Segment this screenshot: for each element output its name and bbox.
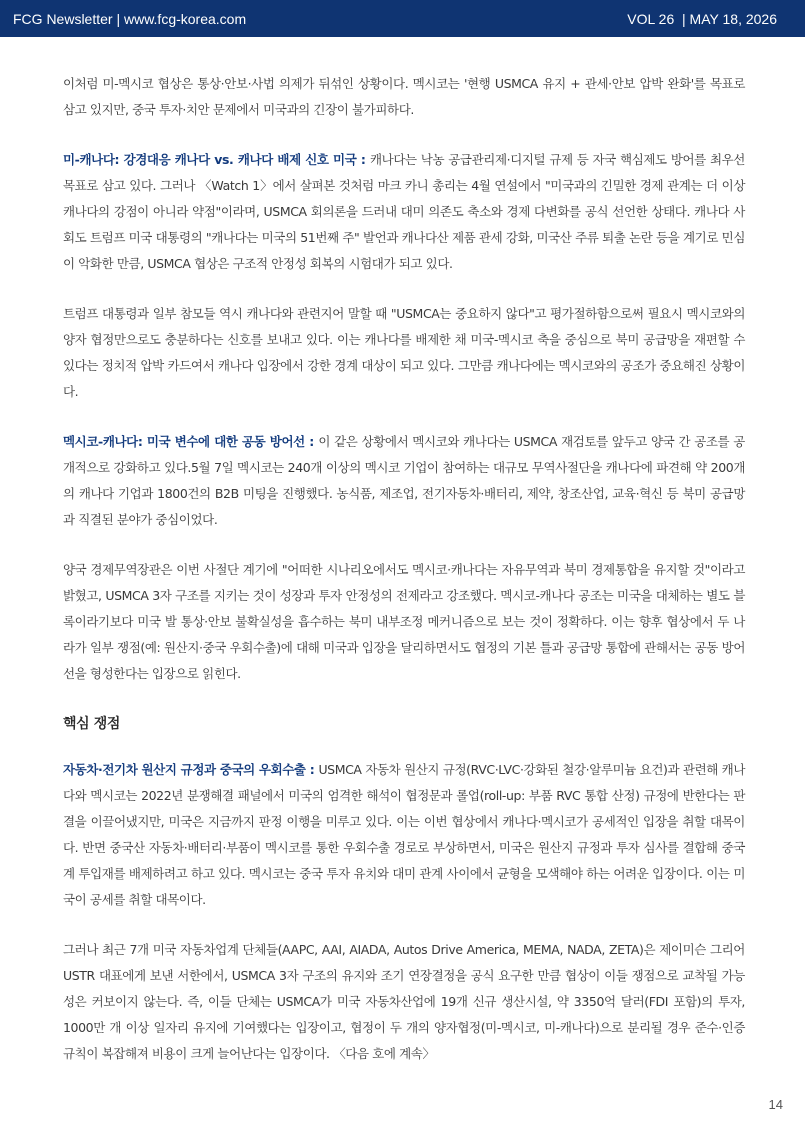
paragraph-text: USMCA 자동차 원산지 규정(RVC·LVC·강화된 철강·알루미늄 요건)과 관련해 캐나다와 멕시코는 2022년 분쟁해결 패널에서 미국의 엄격한 해석이 협정문과 롤업(roll-up: 부품 RVC 통합 산정) 규정에 반한다는 판결을 이끌어냈지만, 미국은 지금까지 판정 이행을 미루고 있다. 이는 이번 협상에서 캐나다·멕시코가 공세적인 입장을 취할 대목이다. 반면 중국산 자동차·배터리·부품이 멕시코를 통한 우회수출 경로로 부상하면서, 미국은 원산지 규정과 투자 심사를 결합해 중국계 투입재를 배제하려고 하고 있다. 멕시코는 중국 투자 유치와 대미 관계 사이에서 균형을 모색해야 하는 어려운 입장이다. 이는 미국이 공세를 취할 대목이다. — [63, 762, 746, 907]
paragraph-text: 양국 경제무역장관은 이번 사절단 계기에 "어떠한 시나리오에서도 멕시코·캐나다는 자유무역과 북미 경제통합을 유지할 것"이라고 밝혔고, USMCA 3자 구조를 지키는 것이 성장과 투자 안정성의 전제라고 강조했다. 멕시코-캐나다 공조는 미국을 대체하는 별도 블록이라기보다 미국 발 통상·안보 불확실성을 흡수하는 북미 내부조정 메커니즘으로 보는 것이 정확하다. 이는 향후 협상에서 두 나라가 일부 쟁점(예: 원산지·중국 우회수출)에 대해 미국과 입장을 달리하면서도 협정의 기본 틀과 공급망 통합에 관해서는 공동 방어선을 형성한다는 입장으로 읽힌다. — [63, 562, 745, 681]
paragraph-ministers — [63, 557, 745, 687]
section-title: 핵심 쟁점 — [63, 716, 120, 732]
paragraph-mexico-canada — [63, 429, 745, 533]
page-number: 14 — [768, 1097, 783, 1112]
paragraph-text: 이처럼 미-멕시코 협상은 통상·안보·사법 의제가 뒤섞인 상황이다. 멕시코는 '현행 USMCA 유지 + 관세·안보 압박 완화'를 목표로 삼고 있지만, 중국 투자·치안 문제에서 미국과의 긴장이 불가피하다. — [63, 76, 745, 117]
paragraph-text: 이 같은 상황에서 멕시코와 캐나다는 USMCA 재검토를 앞두고 양국 간 공조를 공개적으로 강화하고 있다.5월 7일 멕시코는 240개 이상의 멕시코 기업이 참여하는 대규모 무역사절단을 캐나다에 파견해 약 200개의 캐나다 기업과 1800건의 B2B 미팅을 진행했다. 농식품, 제조업, 전기자동차·배터리, 제약, 창조산업, 교육·혁신 등 북미 공급망과 직결된 분야가 중심이었다. — [63, 434, 745, 527]
paragraph-text: 그러나 최근 7개 미국 자동차업계 단체들(AAPC, AAI, AIADA, Autos Drive America, MEMA, NADA, ZETA)은 제이미슨 그리어 USTR 대표에게 보낸 서한에서, USMCA 3자 구조의 유지와 조기 연장결정을 공식 요구한 만큼 협상이 이들 쟁점으로 교착될 가능성은 커보이지 않는다. 즉, 이들 단체는 USMCA가 미국 자동차산업에 19개 신규 생산시설, 약 3350억 달러(FDI 포함)의 투자, 1000만 개 이상 일자리 유지에 기여했다는 입장이고, 협정이 두 개의 양자협정(미-멕시코, 미-캐나다)으로 분리될 경우 준수·인증 규칙이 복잡해져 비용이 크게 늘어난다는 입장이다. 〈다음 호에 계속〉 — [63, 942, 745, 1061]
paragraph-lead-heading: 미-캐나다: 강경대응 캐나다 vs. 캐나다 배제 신호 미국 : — [63, 152, 370, 167]
paragraph-lead-heading: 자동차·전기차 원산지 규정과 중국의 우회수출 : — [63, 762, 319, 777]
paragraph-trump-signal — [63, 301, 745, 405]
paragraph-text: 캐나다는 낙농 공급관리제·디지털 규제 등 자국 핵심제도 방어를 최우선 목표로 삼고 있다. 그러나 〈Watch 1〉에서 살펴본 것처럼 마크 카니 총리는 4월 연설에서 "미국과의 긴밀한 경제 관계는 더 이상 캐나다의 강점이 아니라 약점"이라며, USMCA 회의론을 드러내 대미 의존도 축소와 경제 다변화를 공식 선언한 상태다. 캐나다 사회도 트럼프 미국 대통령의 "캐나다는 미국의 51번째 주" 발언과 캐나다산 제품 관세 강화, 미국산 주류 퇴출 논란 등을 계기로 민심이 악화한 만큼, USMCA 협상은 구조적 안정성 회복의 시험대가 되고 있다. — [63, 152, 745, 271]
paragraph-lead-heading: 멕시코-캐나다: 미국 변수에 대한 공동 방어선 : — [63, 434, 319, 449]
paragraph-text: 트럼프 대통령과 일부 참모들 역시 캐나다와 관련지어 말할 때 "USMCA는 중요하지 않다"고 평가절하함으로써 필요시 멕시코와의 양자 협정만으로도 충분하다는 신호를 보내고 있다. 이는 캐나다를 배제한 채 미국-멕시코 축을 중심으로 북미 공급망을 재편할 수 있다는 정치적 압박 카드여서 캐나다 입장에서 강한 경계 대상이 되고 있다. 그만큼 캐나다에는 멕시코와의 공조가 중요해진 상황이다. — [63, 306, 745, 399]
paragraph-auto-industry — [63, 937, 745, 1067]
paragraph-us-canada — [63, 147, 745, 277]
article-body — [63, 71, 745, 1091]
header-issue-date: VOL 26 | MAY 18, 2026 — [627, 11, 777, 27]
header-site-label: FCG Newsletter | www.fcg-korea.com — [13, 11, 247, 27]
paragraph-intro — [63, 71, 745, 123]
paragraph-rules-of-origin — [63, 757, 745, 913]
newsletter-header — [0, 0, 805, 37]
